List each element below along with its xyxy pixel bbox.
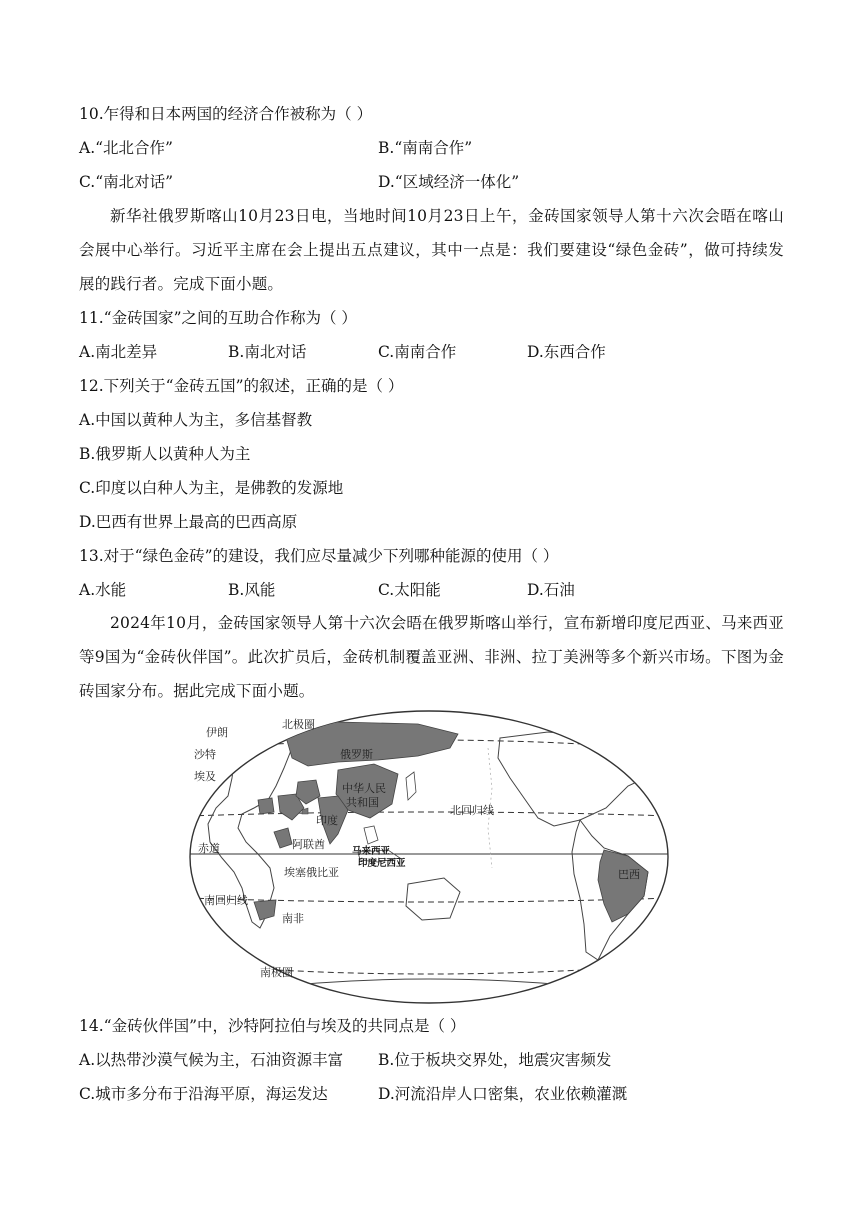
q10-option-b: B.“南南合作” [378,139,473,157]
q11-option-b: B.南北对话 [228,343,307,361]
q11-option-d: D.东西合作 [527,343,606,361]
label-tropic-cancer: 北回归线 [450,804,494,817]
passage-1: 新华社俄罗斯喀山10月23日电，当地时间10月23日上午，金砖国家领导人第十六次会晤在喀山会展中心举行。习近平主席在会上提出五点建议，其中一点是：我们要建设“绿色金砖”，做可持续发展的践行者。完成下面小题。 [79,207,784,293]
world-map-svg [188,708,670,1006]
q10-option-c: C.“南北对话” [79,173,174,191]
label-brazil: 巴西 [618,868,640,881]
label-antarctic-circle: 南极圈 [260,966,293,979]
q10-stem: 10.乍得和日本两国的经济合作被称为（ ） [79,105,373,123]
label-ethiopia: 埃塞俄比亚 [284,866,339,879]
label-south-africa: 南非 [282,912,304,925]
q13-option-c: C.太阳能 [378,581,441,599]
label-iran: 伊朗 [206,726,228,739]
q14-option-a: A.以热带沙漠气候为主，石油资源丰富 [79,1051,344,1069]
label-saudi: 沙特 [194,748,216,761]
q10-option-a: A.“北北合作” [79,139,173,157]
q13-option-b: B.风能 [228,581,276,599]
egypt-shape [258,798,274,814]
label-equator: 赤道 [198,842,220,855]
q11-option-c: C.南南合作 [378,343,457,361]
q10-option-d: D.“区域经济一体化” [378,173,520,191]
label-malaysia: 马来西亚 [352,846,391,857]
label-china-line2: 共和国 [346,796,379,809]
q11-stem: 11.“金砖国家”之间的互助合作称为（ ） [79,309,357,327]
q14-option-d: D.河流沿岸人口密集，农业依赖灌溉 [378,1085,628,1103]
q14-option-b: B.位于板块交界处，地震灾害频发 [378,1051,612,1069]
q13-stem: 13.对于“绿色金砖”的建设，我们应尽量减少下列哪种能源的使用（ ） [79,547,559,565]
label-tropic-capricorn: 南回归线 [204,894,248,907]
label-china-line1: 中华人民 [342,782,386,795]
q13-option-a: A.水能 [79,581,127,599]
label-russia: 俄罗斯 [340,748,373,761]
label-egypt: 埃及 [194,770,216,783]
label-india: 印度 [316,814,338,827]
q12-option-a: A.中国以黄种人为主，多信基督教 [79,411,313,429]
label-indonesia: 印度尼西亚 [358,858,406,869]
passage-2: 2024年10月，金砖国家领导人第十六次会晤在俄罗斯喀山举行，宣布新增印度尼西亚、马来西亚等9国为“金砖伙伴国”。此次扩员后，金砖机制覆盖亚洲、非洲、拉丁美洲等多个新兴市场。下图为金砖国家分布。据此完成下面小题。 [79,614,784,700]
q13-option-d: D.石油 [527,581,575,599]
greenland-outline [658,712,670,736]
q12-option-c: C.印度以白种人为主，是佛教的发源地 [79,479,344,497]
q12-option-d: D.巴西有世界上最高的巴西高原 [79,513,298,531]
q14-stem: 14.“金砖伙伴国”中，沙特阿拉伯与埃及的共同点是（ ） [79,1017,466,1035]
label-arctic-circle: 北极圈 [282,718,315,731]
label-uae: 阿联酋 [292,838,325,851]
q12-option-b: B.俄罗斯人以黄种人为主 [79,445,251,463]
q12-stem: 12.下列关于“金砖五国”的叙述，正确的是（ ） [79,377,404,395]
brics-world-map [188,708,670,1006]
q11-option-a: A.南北差异 [79,343,158,361]
q14-option-c: C.城市多分布于沿海平原，海运发达 [79,1085,328,1103]
